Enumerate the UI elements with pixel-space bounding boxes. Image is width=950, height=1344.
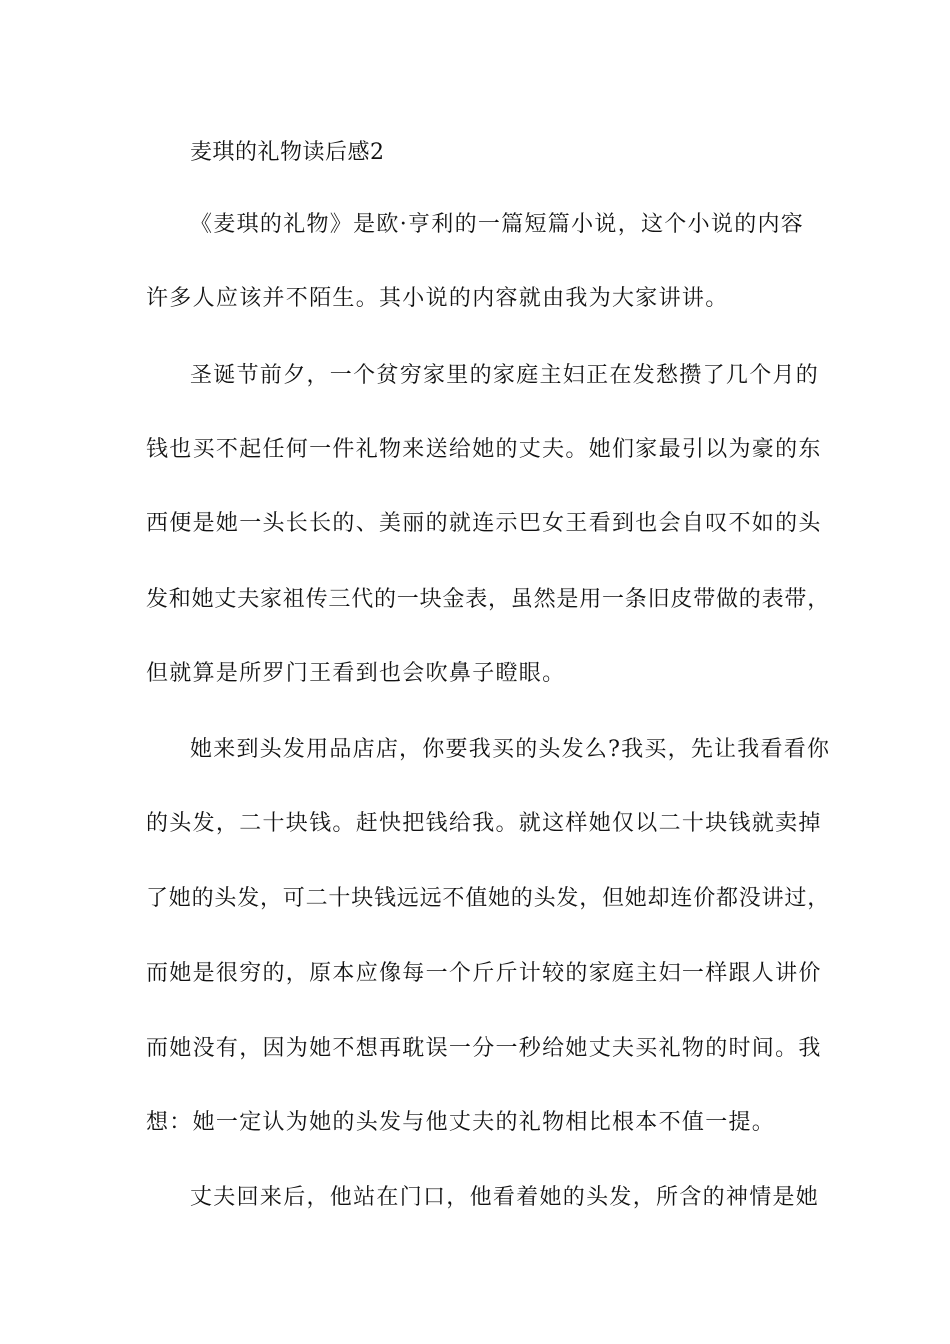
paragraph-line-9: 的头发，二十块钱。赶快把钱给我。就这样她仅以二十块钱就卖掉	[146, 811, 822, 836]
paragraph-line-5: 西便是她一头长长的、美丽的就连示巴女王看到也会自叹不如的头	[146, 511, 822, 536]
paragraph-line-6: 发和她丈夫家祖传三代的一块金表，虽然是用一条旧皮带做的表带，	[146, 587, 831, 612]
paragraph-line-14: 丈夫回来后，他站在门口，他看着她的头发，所含的神情是她	[190, 1185, 820, 1210]
paragraph-line-4: 钱也买不起任何一件礼物来送给她的丈夫。她们家最引以为豪的东	[146, 437, 822, 462]
paragraph-line-10: 了她的头发，可二十块钱远远不值她的头发，但她却连价都没讲过，	[146, 886, 831, 911]
paragraph-line-8: 她来到头发用品店店，你要我买的头发么?我买，先让我看看你	[190, 737, 831, 762]
paragraph-line-3: 圣诞节前夕，一个贫穷家里的家庭主妇正在发愁攒了几个月的	[190, 363, 820, 388]
paragraph-line-1: 《麦琪的礼物》是欧·亨利的一篇短篇小说，这个小说的内容	[190, 212, 805, 237]
paragraph-line-12: 而她没有，因为她不想再耽误一分一秒给她丈夫买礼物的时间。我	[146, 1036, 822, 1061]
paragraph-line-11: 而她是很穷的，原本应像每一个斤斤计较的家庭主妇一样跟人讲价	[146, 961, 822, 986]
paragraph-line-7: 但就算是所罗门王看到也会吹鼻子瞪眼。	[146, 661, 566, 686]
paragraph-line-2: 许多人应该并不陌生。其小说的内容就由我为大家讲讲。	[146, 286, 729, 311]
document-title: 麦琪的礼物读后感2	[190, 140, 385, 165]
paragraph-line-13: 想：她一定认为她的头发与他丈夫的礼物相比根本不值一提。	[146, 1110, 776, 1135]
